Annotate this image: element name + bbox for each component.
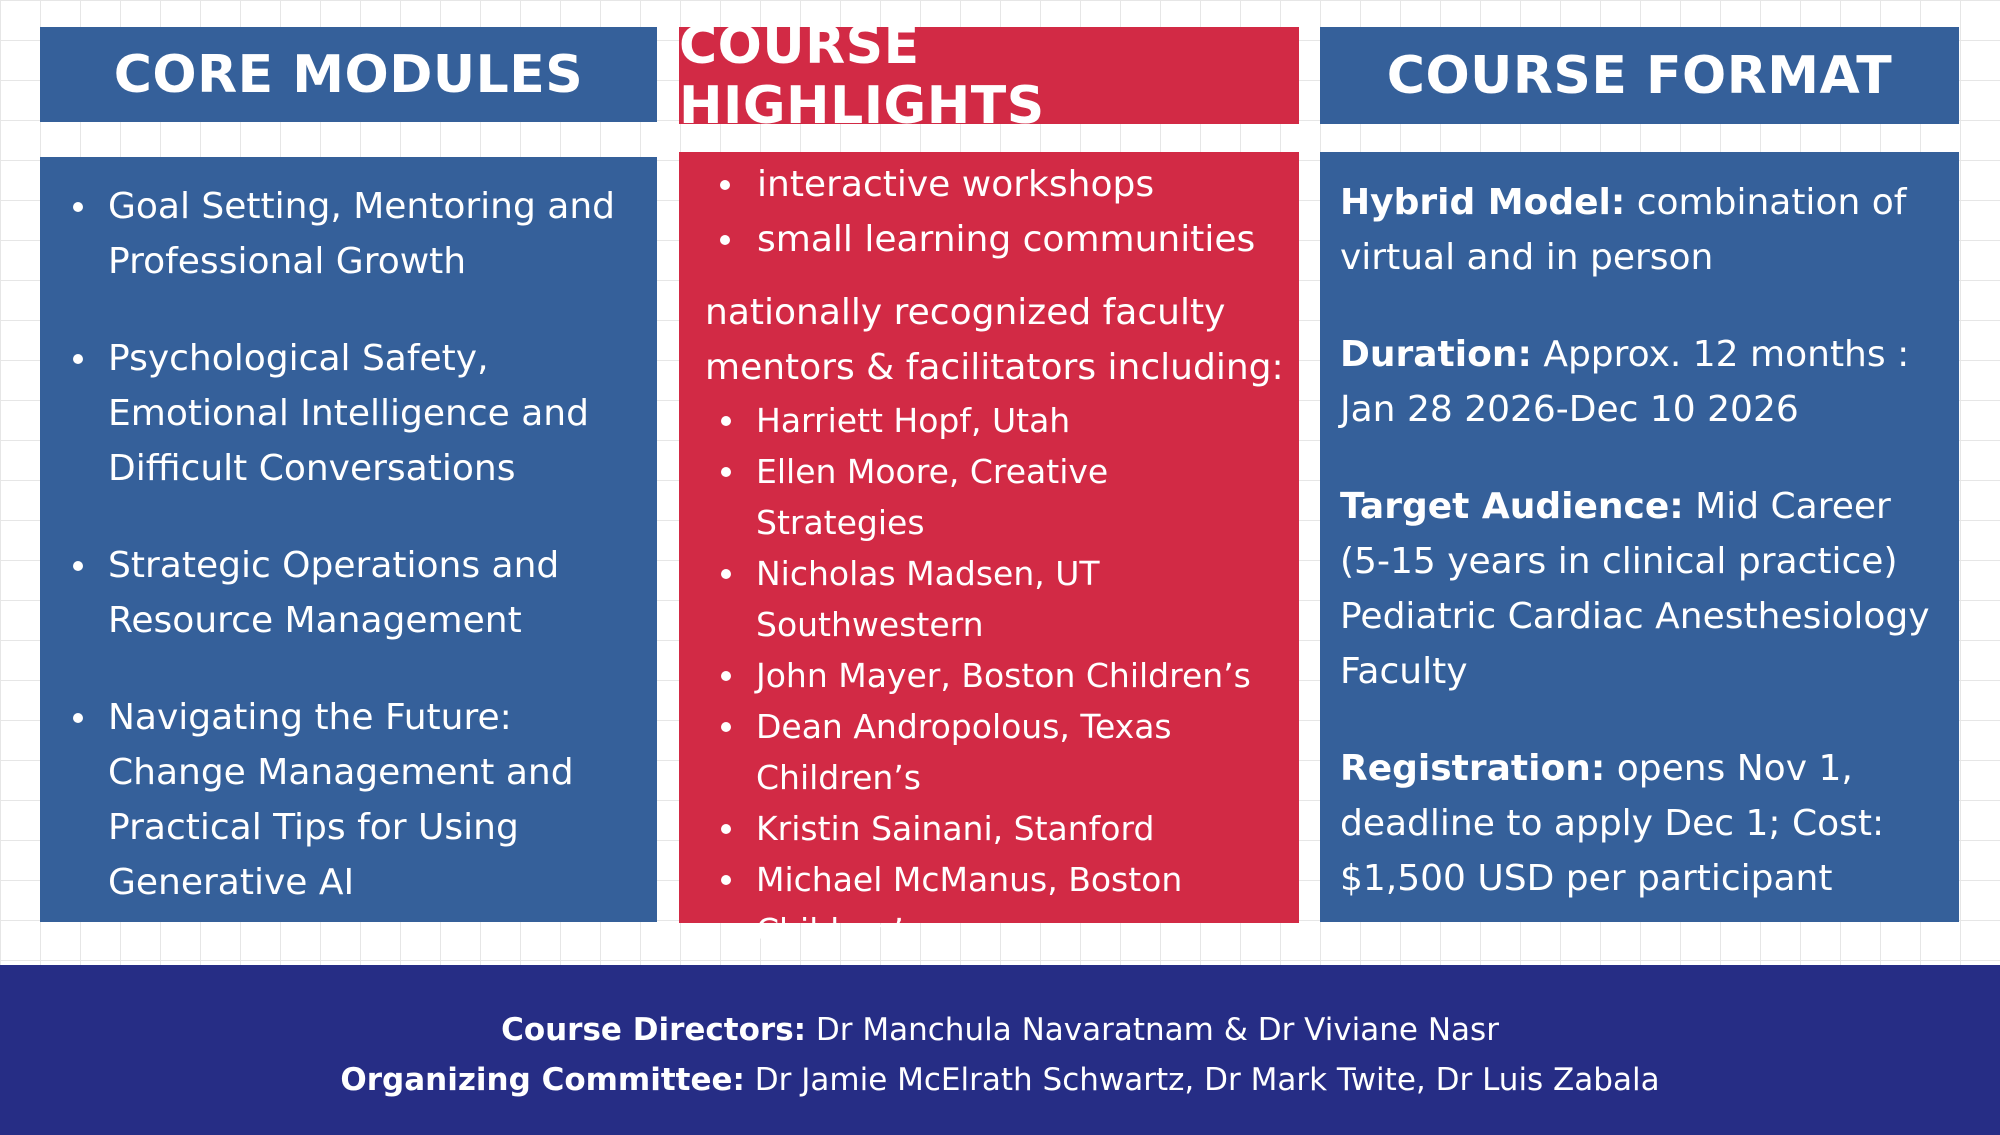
format-label: Hybrid Model: bbox=[1340, 182, 1626, 223]
course-directors-names: Dr Manchula Navaratnam & Dr Viviane Nasr bbox=[815, 1012, 1499, 1048]
footer-banner bbox=[0, 965, 2000, 1135]
faculty-list bbox=[705, 395, 1285, 956]
course-highlights-title: COURSE HIGHLIGHTS bbox=[679, 15, 1045, 136]
course-format-panel bbox=[1320, 152, 1959, 922]
faculty-item: Harriett Hopf, Utah bbox=[716, 395, 1285, 446]
format-text: Approx. 12 months : Jan 28 2026-Dec 10 2026 bbox=[1340, 334, 1910, 430]
faculty-item: Ellen Moore, Creative Strategies bbox=[716, 446, 1285, 548]
faculty-item: Dean Andropolous, Texas Children’s bbox=[716, 701, 1285, 803]
format-text: combination of virtual and in person bbox=[1340, 182, 1907, 278]
organizing-committee-names: Dr Jamie McElrath Schwartz, Dr Mark Twite, Dr Luis Zabala bbox=[754, 1062, 1660, 1098]
format-text: opens Nov 1, deadline to apply Dec 1; Cost: $1,500 USD per participant bbox=[1340, 748, 1885, 899]
faculty-item: Michael McManus, Boston Children’s bbox=[716, 854, 1285, 956]
faculty-intro: nationally recognized faculty mentors & facilitators including: bbox=[705, 292, 1284, 388]
course-highlights-header bbox=[679, 15, 1299, 136]
course-directors-line bbox=[0, 1005, 2000, 1055]
course-format-title: COURSE FORMAT bbox=[1386, 45, 1893, 106]
highlight-item: interactive workshops bbox=[715, 157, 1285, 212]
highlight-item: small learning communities bbox=[715, 212, 1285, 267]
module-item: Strategic Operations and Resource Management bbox=[68, 538, 647, 648]
format-text: Mid Career (5-15 years in clinical practice) Pediatric Cardiac Anesthesiology Faculty bbox=[1340, 486, 1930, 692]
highlights-list bbox=[705, 157, 1285, 267]
format-label: Duration: bbox=[1340, 334, 1532, 375]
format-label: Registration: bbox=[1340, 748, 1606, 789]
faculty-item: Kristin Sainani, Stanford bbox=[716, 803, 1285, 854]
module-item: Goal Setting, Mentoring and Professional Growth bbox=[68, 179, 647, 289]
core-modules-panel bbox=[40, 157, 657, 922]
format-entry-duration bbox=[1340, 327, 1945, 437]
module-item: Psychological Safety, Emotional Intelligence and Difficult Conversations bbox=[68, 331, 647, 496]
format-entry-hybrid bbox=[1340, 175, 1945, 285]
faculty-item: Nicholas Madsen, UT Southwestern bbox=[716, 548, 1285, 650]
format-entry-audience bbox=[1340, 479, 1945, 699]
course-directors-label: Course Directors: bbox=[501, 1012, 807, 1048]
course-format-header bbox=[1320, 27, 1959, 124]
format-entry-registration bbox=[1340, 741, 1945, 906]
core-modules-list bbox=[68, 179, 647, 910]
format-label: Target Audience: bbox=[1340, 486, 1684, 527]
organizing-committee-line bbox=[0, 1055, 2000, 1105]
faculty-item: John Mayer, Boston Children’s bbox=[716, 650, 1285, 701]
core-modules-title: CORE MODULES bbox=[113, 44, 584, 105]
core-modules-header bbox=[40, 27, 657, 122]
organizing-committee-label: Organizing Committee: bbox=[340, 1062, 745, 1098]
module-item: Navigating the Future: Change Management and Practical Tips for Using Generative AI bbox=[68, 690, 647, 910]
course-highlights-panel bbox=[679, 152, 1299, 950]
